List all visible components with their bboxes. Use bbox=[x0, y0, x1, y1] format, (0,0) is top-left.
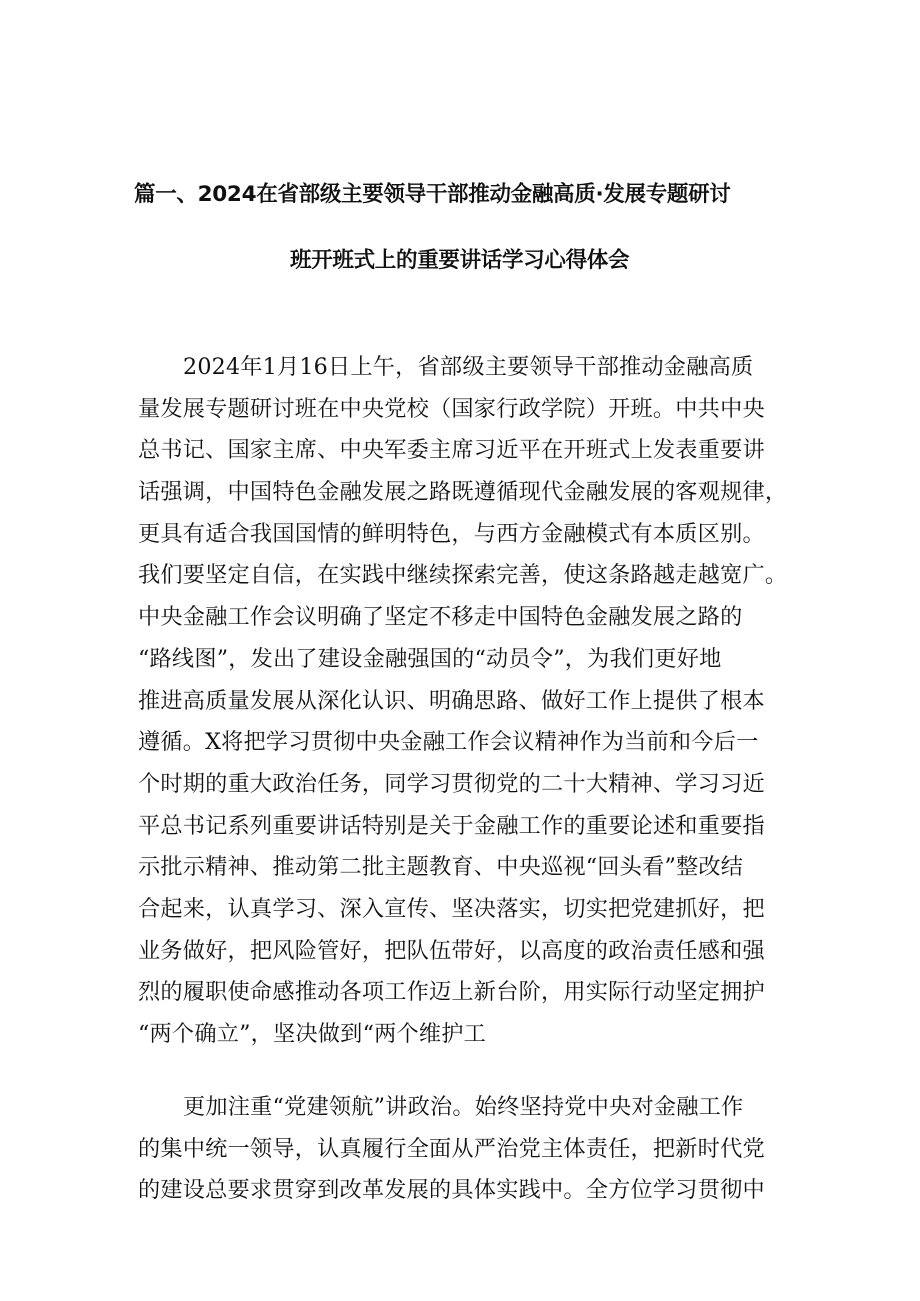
paragraph-line: 示批示精神、推动第二批主题教育、中央巡视“回头看”整改结 bbox=[138, 854, 744, 881]
paragraph-line: 更具有适合我国国情的鲜明特色，与西方金融模式有本质区别。 bbox=[138, 520, 765, 547]
paragraph-line: 遵循。X将把学习贯彻中央金融工作会议精神作为当前和今后一 bbox=[138, 729, 759, 756]
paragraph-line: 业务做好，把风险管好，把队伍带好，以高度的政治责任感和强 bbox=[138, 937, 765, 964]
paragraph-2 bbox=[138, 1087, 798, 1212]
paragraph-line: 个时期的重大政治任务，同学习贯彻党的二十大精神、学习习近 bbox=[138, 770, 765, 797]
paragraph-line: 推进高质量发展从深化认识、明确思路、做好工作上提供了根本 bbox=[138, 687, 765, 714]
document-title-line-1: 篇一、2024在省部级主要领导干部推动金融高质·发展专题研讨 bbox=[134, 182, 731, 207]
paragraph-line: 量发展专题研讨班在中央党校（国家行政学院）开班。中共中央 bbox=[138, 395, 765, 422]
paragraph-line: 的建设总要求贯穿到改革发展的具体实践中。全方位学习贯彻中 bbox=[138, 1177, 765, 1204]
paragraph-line: “路线图”，发出了建设金融强国的“动员令”，为我们更好地 bbox=[138, 645, 722, 672]
paragraph-line: 烈的履职使命感推动各项工作迈上新台阶，用实际行动坚定拥护 bbox=[138, 979, 765, 1006]
paragraph-line: 平总书记系列重要讲话特别是关于金融工作的重要论述和重要指 bbox=[138, 812, 765, 839]
paragraph-line: 总书记、国家主席、中央军委主席习近平在开班式上发表重要讲 bbox=[138, 437, 765, 464]
paragraph-line: “两个确立”，坚决做到“两个维护工 bbox=[138, 1021, 487, 1047]
paragraph-line: 话强调，中国特色金融发展之路既遵循现代金融发展的客观规律， bbox=[138, 479, 788, 506]
paragraph-line: 中央金融工作会议明确了坚定不移走中国特色金融发展之路的 bbox=[138, 604, 743, 631]
paragraph-1 bbox=[138, 347, 798, 1056]
paragraph-line: 合起来，认真学习、深入宣传、坚决落实，切实把党建抓好，把 bbox=[138, 895, 765, 922]
document-title-line-2: 班开班式上的重要讲话学习心得体会 bbox=[290, 248, 630, 273]
paragraph-line: 的集中统一领导，认真履行全面从严治党主体责任，把新时代党 bbox=[138, 1135, 765, 1162]
paragraph-line: 我们要坚定自信，在实践中继续探索完善，使这条路越走越宽广。 bbox=[138, 562, 788, 589]
paragraph-line: 更加注重“党建领航”讲政治。始终坚持党中央对金融工作 bbox=[183, 1094, 744, 1120]
paragraph-line: 2024年1月16日上午，省部级主要领导干部推动金融高质 bbox=[183, 354, 754, 380]
